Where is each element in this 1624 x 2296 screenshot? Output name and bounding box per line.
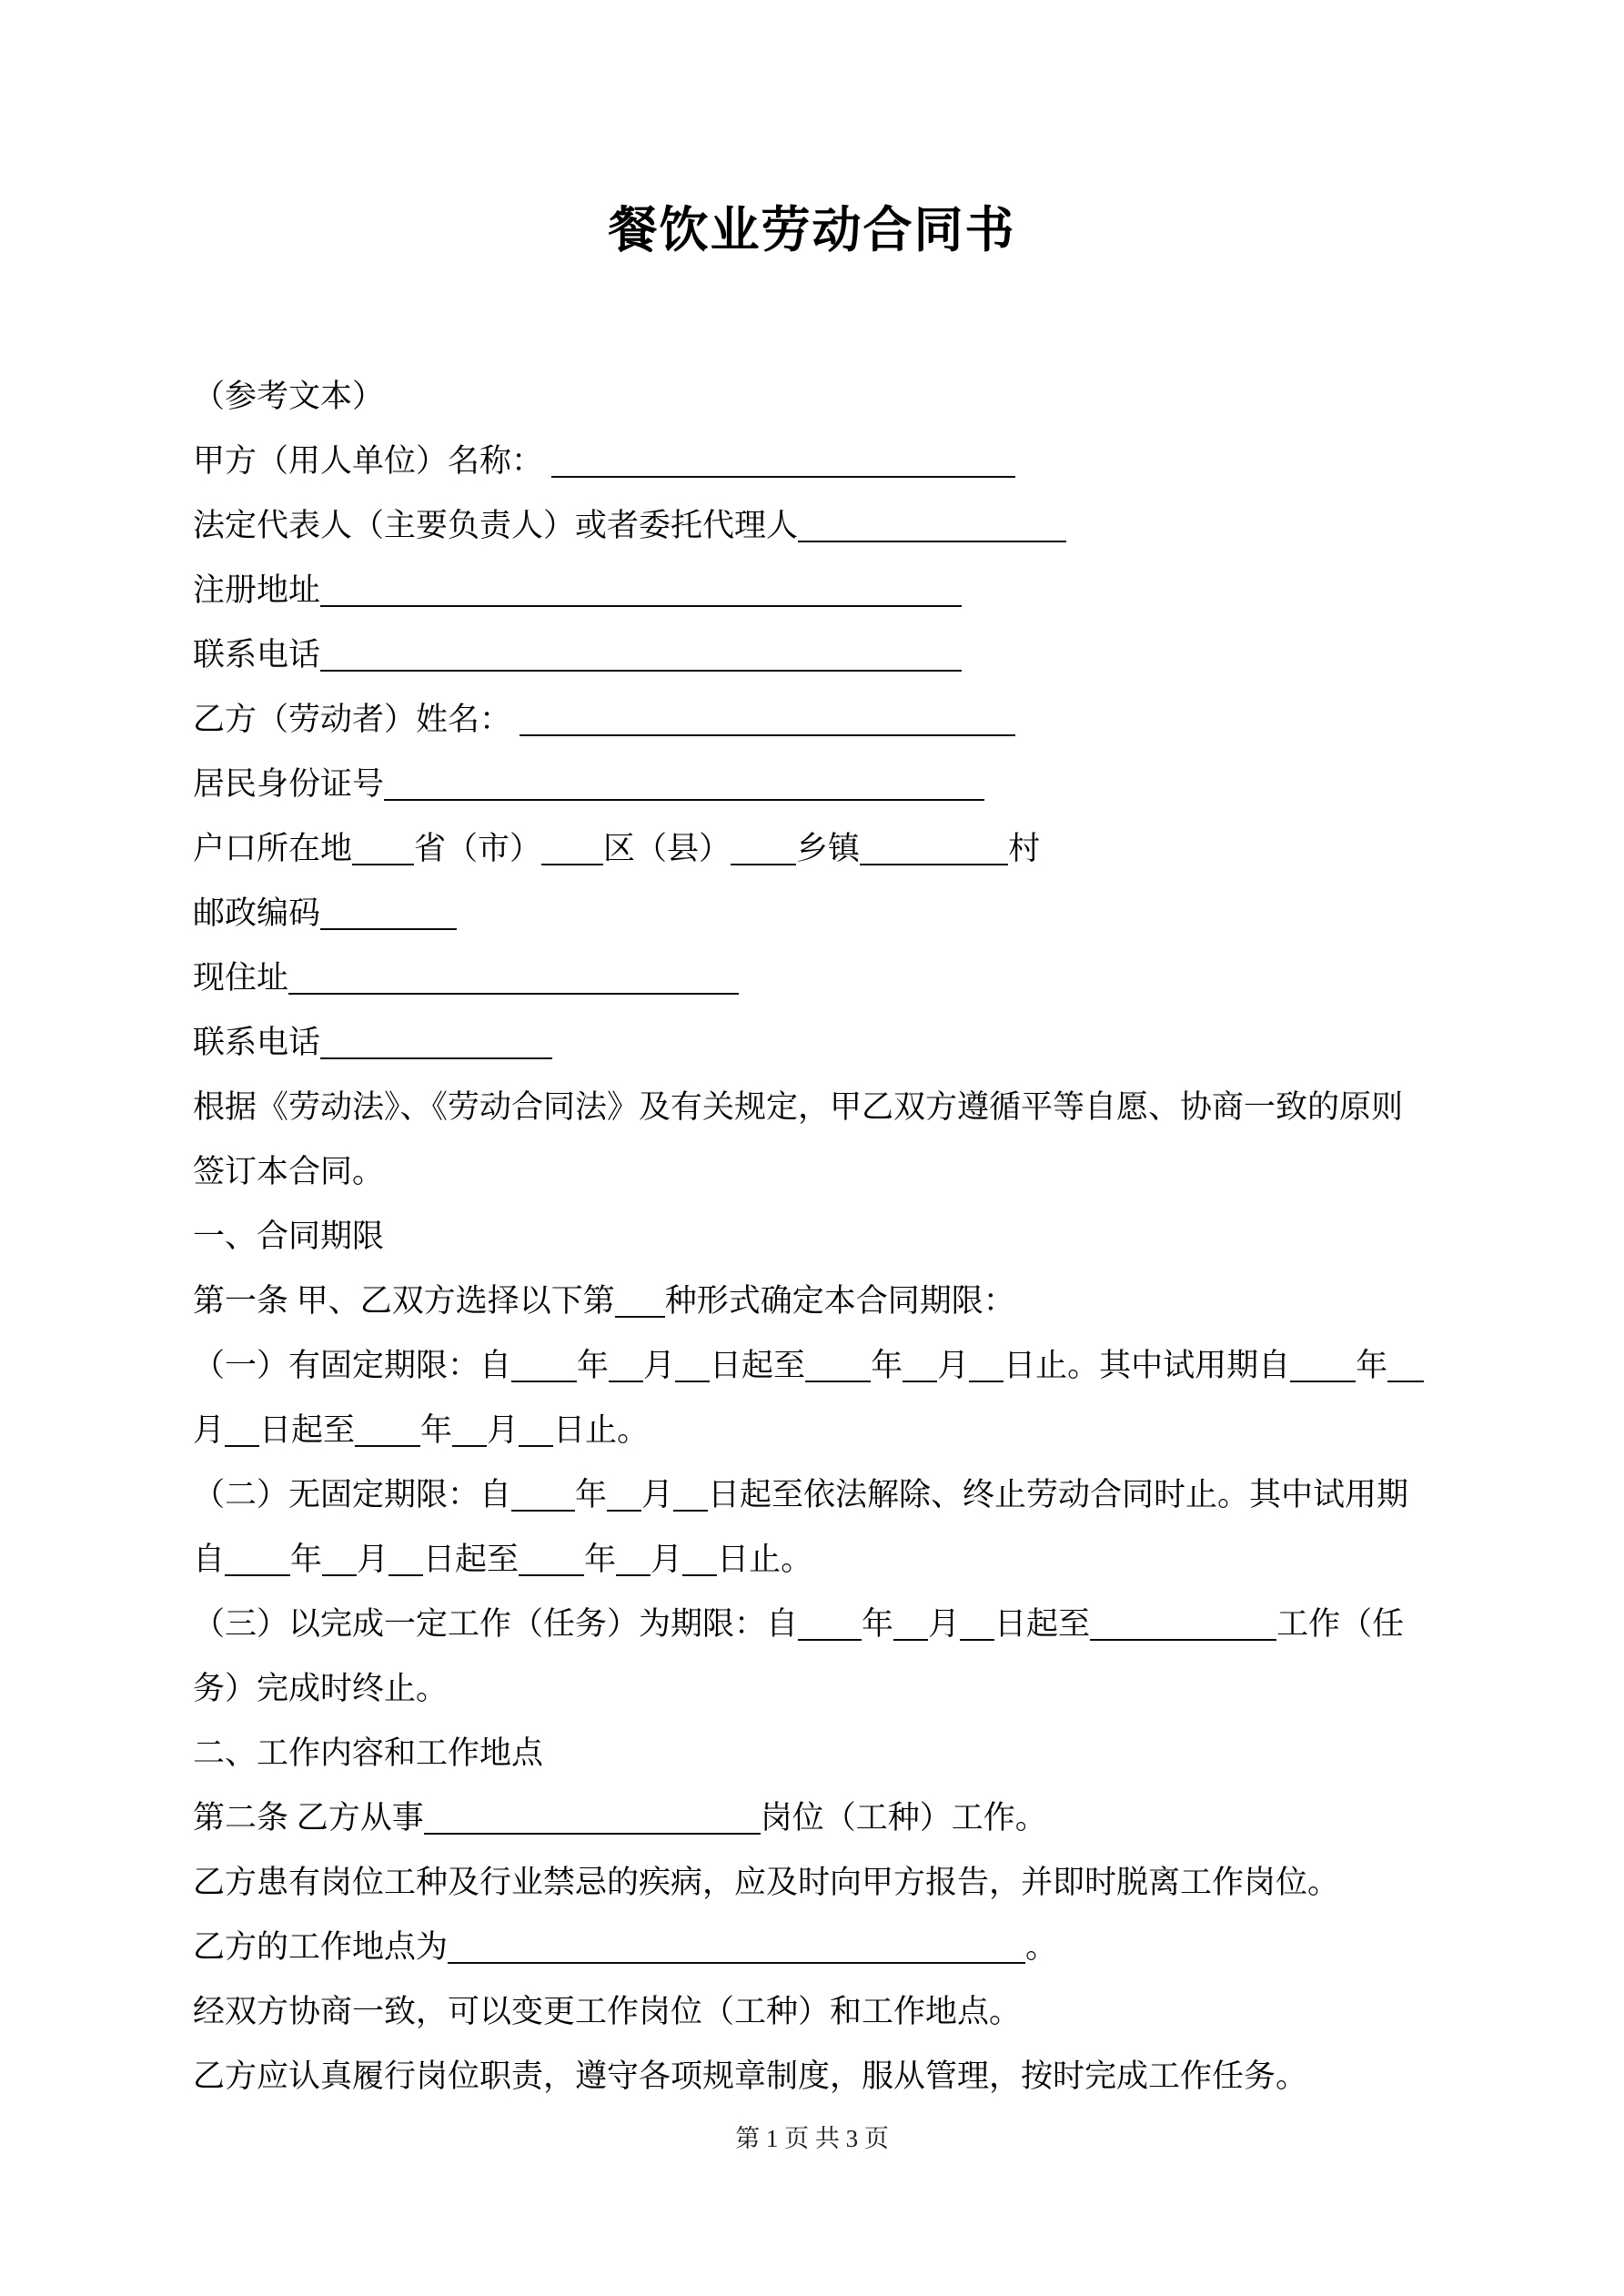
blank-field xyxy=(519,729,1015,736)
document-lines xyxy=(193,364,1467,2109)
line-text: 月 xyxy=(641,1477,674,1512)
document-line xyxy=(193,429,1467,493)
line-text: 月 xyxy=(651,1542,683,1577)
line-text: 月 xyxy=(643,1348,676,1383)
blank-field xyxy=(355,1440,420,1447)
blank-field xyxy=(616,1569,651,1576)
line-text: （三）以完成一定工作（任务）为期限：自 xyxy=(193,1606,799,1642)
document-line xyxy=(193,493,1467,558)
document-line xyxy=(193,558,1467,622)
line-text: 年 xyxy=(577,1348,610,1383)
blank-field xyxy=(682,1569,717,1576)
blank-field xyxy=(860,858,1008,865)
line-text: 岗位（工种）工作。 xyxy=(760,1800,1047,1836)
line-text: 年 xyxy=(584,1542,617,1577)
blank-field xyxy=(805,1375,871,1382)
blank-field xyxy=(388,1569,423,1576)
line-text: 第一条 甲、乙双方选择以下第 xyxy=(193,1283,615,1319)
page-number-footer: 第 1 页 共 3 页 xyxy=(735,2125,889,2152)
line-text: 二、工作内容和工作地点 xyxy=(193,1735,544,1771)
blank-field xyxy=(541,858,603,865)
line-text: （二）无固定期限：自 xyxy=(193,1477,512,1512)
line-text: 务）完成时终止。 xyxy=(193,1671,449,1706)
line-text: 乙方应认真履行岗位职责，遵守各项规章制度，服从管理，按时完成工作任务。 xyxy=(193,2058,1308,2094)
blank-field xyxy=(607,1504,641,1512)
blank-field xyxy=(960,1633,994,1641)
line-text: 省（市） xyxy=(414,831,542,866)
line-text: 日起至 xyxy=(259,1412,356,1448)
line-text: 邮政编码 xyxy=(193,895,321,931)
line-text: 年 xyxy=(862,1606,894,1642)
blank-field xyxy=(519,1440,553,1447)
document-line xyxy=(193,1333,1467,1398)
line-text: （一）有固定期限：自 xyxy=(193,1348,512,1383)
line-text: 日起至 xyxy=(710,1348,806,1383)
blank-field xyxy=(322,1569,357,1576)
blank-field xyxy=(798,535,1066,542)
line-text: 第二条 乙方从事 xyxy=(193,1800,424,1836)
document-line xyxy=(193,1139,1467,1204)
document-line xyxy=(193,881,1467,946)
line-text: 一、合同期限 xyxy=(193,1219,385,1254)
line-text: 种形式确定本合同期限： xyxy=(664,1283,1015,1319)
document-line xyxy=(193,364,1467,429)
document-line xyxy=(193,1915,1467,1979)
line-text: 月 xyxy=(928,1606,961,1642)
document-line xyxy=(193,1269,1467,1333)
blank-field xyxy=(320,923,457,930)
line-text: 户口所在地 xyxy=(193,831,353,866)
document-line xyxy=(193,1656,1467,1721)
blank-field xyxy=(448,1957,1025,1964)
blank-field xyxy=(424,1827,761,1835)
blank-field xyxy=(384,794,984,801)
document-line xyxy=(193,1592,1467,1656)
document-line xyxy=(193,622,1467,687)
document-line xyxy=(193,946,1467,1010)
document-line xyxy=(193,752,1467,816)
blank-field xyxy=(675,1375,710,1382)
document-line xyxy=(193,1850,1467,1915)
line-text: 日止。 xyxy=(553,1412,650,1448)
blank-field xyxy=(1290,1375,1356,1382)
line-text: 年 xyxy=(1356,1348,1388,1383)
line-text: 年 xyxy=(575,1477,608,1512)
line-text: 联系电话 xyxy=(193,1025,321,1060)
document-line xyxy=(193,1398,1467,1462)
blank-field xyxy=(1387,1375,1424,1382)
blank-field xyxy=(1090,1633,1276,1641)
blank-field xyxy=(609,1375,643,1382)
line-text: 现住址 xyxy=(193,960,289,996)
line-text: 日止。其中试用期自 xyxy=(1004,1348,1291,1383)
line-text: 日止。 xyxy=(717,1542,813,1577)
blank-field xyxy=(225,1440,259,1447)
line-text: 年 xyxy=(871,1348,903,1383)
line-text: 日起至依法解除、终止劳动合同时止。其中试用期 xyxy=(708,1477,1409,1512)
blank-field xyxy=(519,1569,584,1576)
line-text: 自 xyxy=(193,1542,226,1577)
line-text: 月 xyxy=(357,1542,389,1577)
blank-field xyxy=(225,1569,290,1576)
line-text: 居民身份证号 xyxy=(193,766,385,802)
line-text: 甲方（用人单位）名称： xyxy=(193,443,551,479)
line-text: 月 xyxy=(193,1412,226,1448)
document-line xyxy=(193,1979,1467,2044)
line-text: 日起至 xyxy=(423,1542,519,1577)
blank-field xyxy=(452,1440,487,1447)
line-text: 村 xyxy=(1008,831,1041,866)
document-line xyxy=(193,1075,1467,1139)
blank-field xyxy=(798,1633,862,1641)
line-text: 月 xyxy=(937,1348,970,1383)
blank-field xyxy=(288,987,739,995)
blank-field xyxy=(731,858,796,865)
line-text: （参考文本） xyxy=(193,379,385,414)
blank-field xyxy=(320,600,962,607)
document-line xyxy=(193,816,1467,881)
document-line xyxy=(193,1785,1467,1850)
document-line xyxy=(193,1527,1467,1592)
document-line xyxy=(193,1721,1467,1785)
blank-field xyxy=(320,664,962,672)
line-text: 联系电话 xyxy=(193,637,321,673)
line-text: 年 xyxy=(290,1542,323,1577)
line-text: 乙方（劳动者）姓名： xyxy=(193,702,519,737)
blank-field xyxy=(352,858,414,865)
blank-field xyxy=(320,1052,552,1059)
blank-field xyxy=(511,1504,575,1512)
blank-field xyxy=(893,1633,928,1641)
line-text: 乙方的工作地点为 xyxy=(193,1929,449,1965)
line-text: 签订本合同。 xyxy=(193,1154,385,1189)
blank-field xyxy=(511,1375,577,1382)
line-text: 乙方患有岗位工种及行业禁忌的疾病，应及时向甲方报告，并即时脱离工作岗位。 xyxy=(193,1865,1340,1900)
line-text: 日起至 xyxy=(994,1606,1091,1642)
blank-field xyxy=(673,1504,708,1512)
document-line xyxy=(193,1204,1467,1269)
line-text: 月 xyxy=(487,1412,519,1448)
line-text: 乡镇 xyxy=(796,831,861,866)
blank-field xyxy=(969,1375,1004,1382)
line-text: 注册地址 xyxy=(193,572,321,608)
document-line xyxy=(193,2044,1467,2109)
document-title: 餐饮业劳动合同书 xyxy=(608,203,1016,258)
line-text: 年 xyxy=(420,1412,453,1448)
line-text: 法定代表人（主要负责人）或者委托代理人 xyxy=(193,508,799,543)
blank-field xyxy=(615,1310,665,1318)
line-text: 工作（任 xyxy=(1276,1606,1405,1642)
line-text: 区（县） xyxy=(603,831,731,866)
line-text: 根据《劳动法》、《劳动合同法》及有关规定，甲乙双方遵循平等自愿、协商一致的原则 xyxy=(193,1089,1404,1125)
document-line xyxy=(193,1010,1467,1075)
document-line xyxy=(193,687,1467,752)
line-text: 。 xyxy=(1025,1929,1058,1965)
blank-field xyxy=(551,470,1015,478)
line-text: 经双方协商一致，可以变更工作岗位（工种）和工作地点。 xyxy=(193,1994,1022,2029)
blank-field xyxy=(903,1375,937,1382)
document-line xyxy=(193,1462,1467,1527)
